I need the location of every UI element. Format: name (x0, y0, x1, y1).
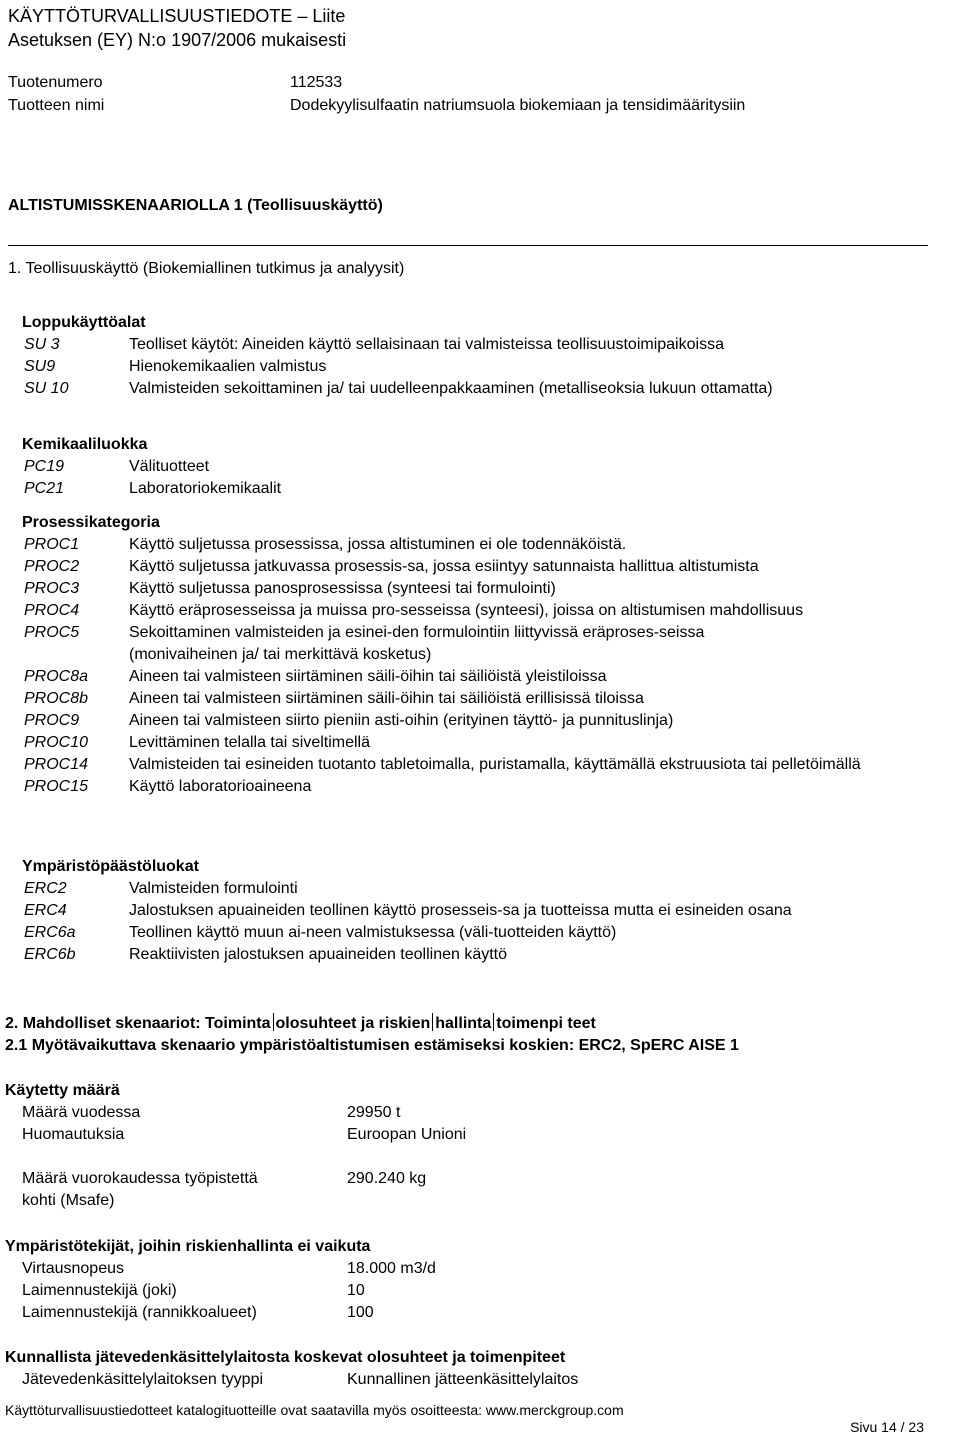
table-row: Määrä vuorokaudessa työpistettä kohti (Msafe) 290.240 kg (22, 1170, 427, 1209)
env-release-heading: Ympäristöpäästöluokat (22, 858, 199, 875)
list-item: ERC2 Valmisteiden formulointi (24, 880, 298, 897)
list-item: PROC1 Käyttö suljetussa prosessissa, jossa altistuminen ei ole todennäköistä. (24, 536, 627, 553)
table-row: Huomautuksia Euroopan Unioni (22, 1126, 467, 1143)
table-row: Virtausnopeus 18.000 m3/d (22, 1260, 436, 1277)
footer-note: Käyttöturvallisuustiedotteet katalogituotteille ovat saatavilla myös osoitteesta: www.merckgroup.com (5, 1402, 624, 1418)
amount-heading: Käytetty määrä (5, 1082, 120, 1099)
scenario-title: ALTISTUMISSKENAARIOLLA 1 (Teollisuuskäyttö) (8, 197, 383, 214)
env-factors-heading: Ympäristötekijät, joihin riskienhallinta ei vaikuta (5, 1238, 371, 1255)
end-use-heading: Loppukäyttöalat (22, 314, 146, 331)
amount-grid (22, 1102, 466, 1212)
list-item: PROC2 Käyttö suljetussa jatkuvassa prosessis-sa, jossa esiintyy satunnaista hallittua altistumista (24, 558, 759, 575)
list-item: SU 3 Teolliset käytöt: Aineiden käyttö sellaisinaan tai valmisteissa teollisuustoimipaikoissa (24, 336, 724, 353)
list-item: PC19 Välituotteet (24, 458, 210, 475)
list-item: PROC8a Aineen tai valmisteen siirtäminen säili-öihin tai säiliöistä yleistiloissa (24, 668, 607, 685)
divider-line (8, 245, 928, 246)
end-use-block (22, 312, 922, 400)
list-item: ERC4 Jalostuksen apuaineiden teollinen käyttö prosesseis-sa ja tuotteissa mutta ei esineiden osana (24, 902, 792, 919)
table-row: Jätevedenkäsittelylaitoksen tyyppi Kunnallinen jätteenkäsittelylaitos (22, 1371, 579, 1388)
list-item: PROC10 Levittäminen telalla tai siveltimellä (24, 734, 370, 751)
list-item: PROC4 Käyttö eräprosesseissa ja muissa pro-sesseissa (synteesi), joissa on altistumisen mahdollisuus (24, 602, 804, 619)
list-item: SU 10 Valmisteiden sekoittaminen ja/ tai uudelleenpakkaaminen (metalliseoksia lukuun ottamatta) (24, 380, 773, 397)
list-item: PROC5 Sekoittaminen valmisteiden ja esinei-den formulointiin liittyvissä eräproses-seissa (monivaiheinen ja/ tai merkittävä kosketus) (24, 624, 705, 663)
env-release-block (22, 856, 922, 966)
list-item: PROC15 Käyttö laboratorioaineena (24, 778, 312, 795)
wwtp-grid (22, 1369, 578, 1391)
list-item: PROC9 Aineen tai valmisteen siirto pieniin asti-oihin (erityinen täyttö- ja punnituslinja) (24, 712, 674, 729)
product-number-label: Tuotenumero (8, 74, 103, 91)
product-name-value: Dodekyylisulfaatin natriumsuola biokemiaan ja tensidimääritysiin (290, 97, 746, 114)
document-subtitle: Asetuksen (EY) N:o 1907/2006 mukaisesti (8, 30, 347, 50)
document-title: KÄYTTÖTURVALLISUUSTIEDOTE – Liite (8, 6, 346, 26)
table-row: Määrä vuodessa 29950 t (22, 1104, 401, 1121)
page-number: Sivu 14 / 23 (850, 1419, 924, 1435)
process-heading: Prosessikategoria (22, 514, 160, 531)
list-item: PC21 Laboratoriokemikaalit (24, 480, 282, 497)
list-item: ERC6b Reaktiivisten jalostuksen apuaineiden teollinen käyttö (24, 946, 508, 963)
chem-class-block (22, 434, 922, 500)
product-name-label: Tuotteen nimi (8, 97, 105, 114)
section2-subtitle: 2.1 Myötävaikuttava skenaario ympäristöaltistumisen estämiseksi koskien: ERC2, SpERC AISE 1 (5, 1037, 739, 1054)
table-row: Laimennustekijä (joki) 10 (22, 1282, 365, 1299)
process-block (22, 512, 922, 798)
list-item: PROC3 Käyttö suljetussa panosprosessissa (synteesi tai formulointi) (24, 580, 556, 597)
product-name-row (8, 95, 746, 117)
section2-title: 2. Mahdolliset skenaariot: Toiminta olosuhteet ja riskien hallinta toimenpi teet (5, 1015, 596, 1032)
table-row: Laimennustekijä (rannikkoalueet) 100 (22, 1304, 374, 1321)
section1-title: 1. Teollisuuskäyttö (Biokemiallinen tutkimus ja analyysit) (8, 260, 405, 277)
list-item: SU9 Hienokemikaalien valmistus (24, 358, 327, 375)
wwtp-heading: Kunnallista jätevedenkäsittelylaitosta koskevat olosuhteet ja toimenpiteet (5, 1349, 566, 1366)
list-item: PROC8b Aineen tai valmisteen siirtäminen säili-öihin tai säiliöistä erillisissä tiloissa (24, 690, 644, 707)
env-factors-grid (22, 1258, 436, 1324)
list-item: PROC14 Valmisteiden tai esineiden tuotanto tabletoimalla, puristamalla, käyttämällä ekstruusiota tai pelletöimällä (24, 756, 861, 773)
list-item: ERC6a Teollinen käyttö muun ai-neen valmistuksessa (väli-tuotteiden käyttö) (24, 924, 617, 941)
product-number-row (8, 72, 343, 94)
chem-class-heading: Kemikaaliluokka (22, 436, 148, 453)
product-number-value: 112533 (290, 74, 343, 91)
